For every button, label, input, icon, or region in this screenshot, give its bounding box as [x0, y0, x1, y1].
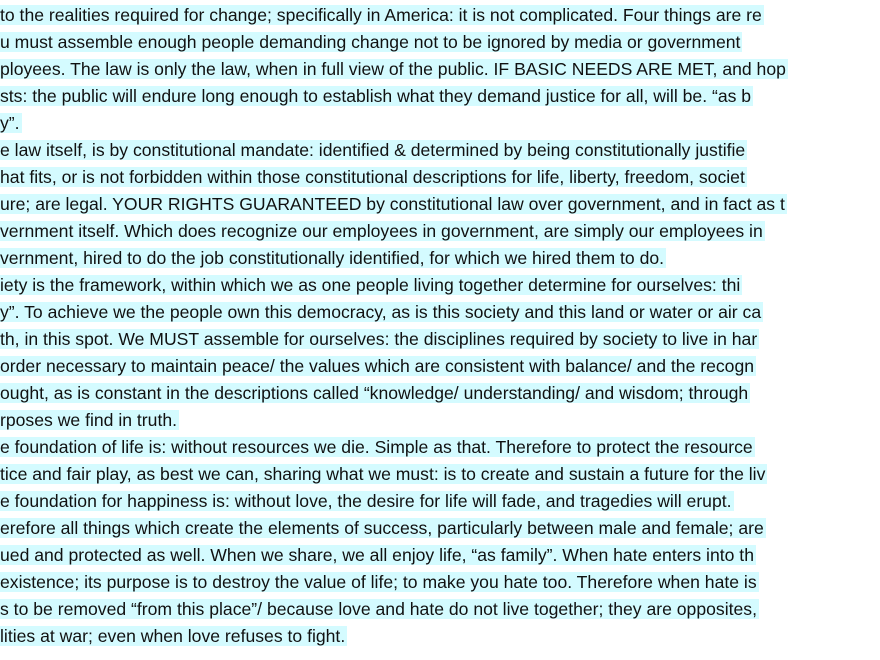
text-line-content: s to be removed “from this place”/ because love and hate do not live together; they are opposites, [0, 599, 757, 619]
text-line-content: y”. To achieve we the people own this democracy, as is this society and this land or water or air ca [0, 302, 762, 322]
text-line [0, 571, 759, 593]
text-line [0, 112, 22, 134]
text-line-content: erefore all things which create the elements of success, particularly between male and female; are [0, 518, 764, 538]
text-line [0, 274, 742, 296]
text-line [0, 328, 759, 350]
text-line-content: vernment itself. Which does recognize our employees in government, are simply our employees in [0, 221, 763, 241]
text-line [0, 436, 755, 458]
text-line [0, 31, 742, 53]
text-line-content: e foundation for happiness is: without love, the desire for life will fade, and tragedies will erupt. [0, 491, 732, 511]
text-line [0, 58, 788, 80]
text-line-content: iety is the framework, within which we as one people living together determine for ourselves: thi [0, 275, 741, 295]
text-line-content: sts: the public will endure long enough to establish what they demand justice for all, will be. “as b [0, 86, 752, 106]
text-line [0, 4, 764, 26]
text-line-content: e law itself, is by constitutional mandate: identified & determined by being constitutionally justifie [0, 140, 746, 160]
text-line [0, 409, 179, 431]
text-line [0, 193, 787, 215]
text-line-content: to the realities required for change; specifically in America: it is not complicated. Four things are re [0, 5, 762, 25]
text-line-content: existence; its purpose is to destroy the value of life; to make you hate too. Therefore when hate is [0, 572, 757, 592]
text-line [0, 301, 763, 323]
text-line-content: e foundation of life is: without resources we die. Simple as that. Therefore to protect the resource [0, 437, 753, 457]
text-line [0, 517, 766, 539]
text-line [0, 139, 747, 161]
text-line-content: vernment, hired to do the job constitutionally identified, for which we hired them to do. [0, 248, 665, 268]
text-line-content: rposes we find in truth. [0, 410, 178, 430]
text-line [0, 166, 747, 188]
text-line [0, 598, 759, 620]
text-line-content: lities at war; even when love refuses to fight. [0, 626, 346, 646]
text-line [0, 463, 767, 485]
text-line-content: ployees. The law is only the law, when in full view of the public. IF BASIC NEEDS ARE MET, and hop [0, 59, 786, 79]
text-line [0, 382, 750, 404]
text-line-content: order necessary to maintain peace/ the values which are consistent with balance/ and the recogn [0, 356, 755, 376]
text-line [0, 85, 753, 107]
text-line-content: ued and protected as well. When we share, we all enjoy life, “as family”. When hate enters into th [0, 545, 754, 565]
text-line-content: y”. [0, 113, 20, 133]
text-line [0, 247, 666, 269]
text-line [0, 625, 347, 647]
text-line [0, 490, 734, 512]
text-line [0, 544, 756, 566]
text-line-content: u must assemble enough people demanding change not to be ignored by media or government [0, 32, 741, 52]
text-line-content: tice and fair play, as best we can, sharing what we must: is to create and sustain a future for the liv [0, 464, 766, 484]
text-line-content: ought, as is constant in the descriptions called “knowledge/ understanding/ and wisdom; through [0, 383, 749, 403]
text-line [0, 220, 765, 242]
text-line-content: th, in this spot. We MUST assemble for ourselves: the disciplines required by society to live in har [0, 329, 758, 349]
text-line-content: hat fits, or is not forbidden within those constitutional descriptions for life, liberty, freedom, societ [0, 167, 745, 187]
text-line [0, 355, 756, 377]
text-line-content: ure; are legal. YOUR RIGHTS GUARANTEED by constitutional law over government, and in fact as t [0, 194, 785, 214]
